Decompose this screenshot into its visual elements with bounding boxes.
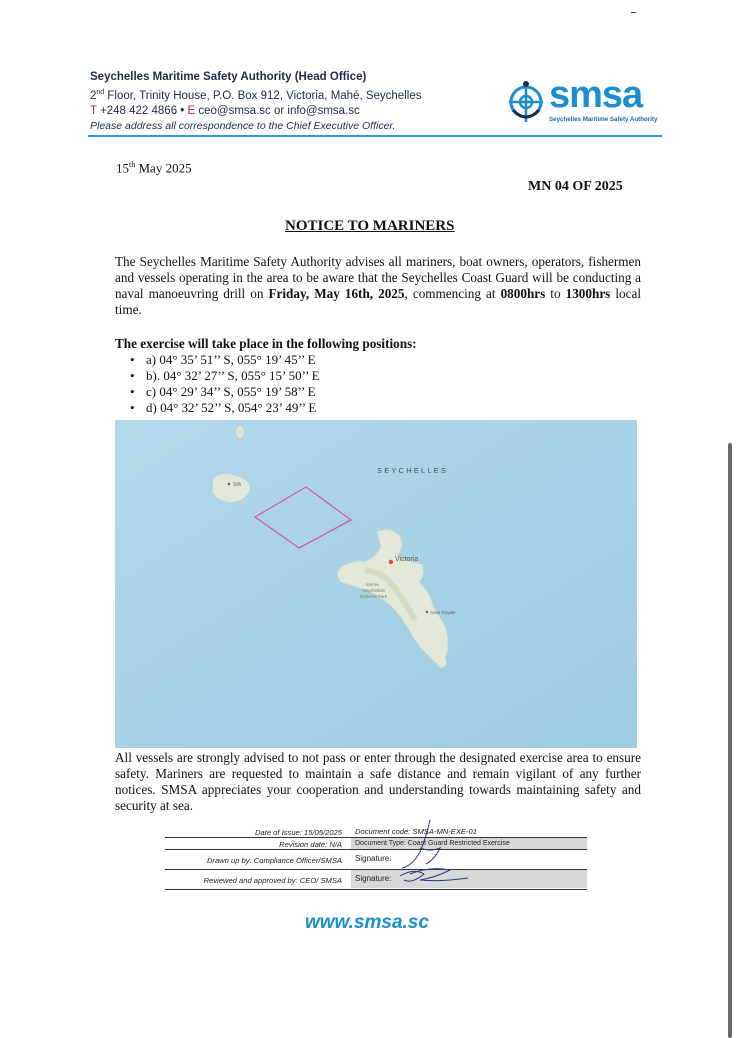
drawn-row xyxy=(165,850,587,870)
document-type-label: Document Type: Coast Guard Restricted Exercise xyxy=(351,838,587,849)
org-name: Seychelles Maritime Safety Authority (Head Office) xyxy=(90,71,367,83)
park-label-1: Morne xyxy=(366,582,379,587)
logo-subtitle: Seychelles Maritime Safety Authority xyxy=(549,116,658,123)
document-control-table xyxy=(165,826,587,890)
island-label: Silh xyxy=(233,482,242,488)
document-code-label: Document code: SMSA-MN-EXE-01 xyxy=(355,827,477,836)
table-rule xyxy=(165,869,587,870)
anchor-ship-wheel-icon xyxy=(505,80,547,124)
end-time: 1300hrs xyxy=(565,286,611,301)
signature-scribble xyxy=(390,818,480,893)
tel-number: +248 422 4866 xyxy=(96,104,178,117)
logo-wordmark: smsa xyxy=(549,74,643,116)
email-label: E xyxy=(187,104,196,117)
drawn-by-label: Drawn up by: Compliance Officer/SMSA xyxy=(206,856,342,865)
address-prefix: 2 xyxy=(90,89,97,102)
table-rule xyxy=(165,849,587,850)
positions-heading: The exercise will take place in the following positions: xyxy=(115,336,417,351)
contact-separator: • xyxy=(177,104,188,117)
victoria-marker xyxy=(389,560,393,564)
position-item: • a) 04° 35’ 51’’ S, 055° 19’ 45’’ E xyxy=(130,352,320,368)
date-sup: th xyxy=(129,160,136,169)
position-item: • d) 04° 32’ 52’’ S, 054° 23’ 49’’ E xyxy=(130,400,320,416)
city-label: Victoria xyxy=(395,556,419,563)
scan-mark xyxy=(631,12,636,13)
signature-label-2: Signature: xyxy=(351,870,587,888)
reviewed-row xyxy=(165,870,587,890)
issue-date-label: Date of Issue: 15/05/2025 xyxy=(255,828,342,837)
notice-reference: MN 04 OF 2025 xyxy=(528,179,623,194)
address-sup: nd xyxy=(96,89,105,96)
scrollbar[interactable] xyxy=(728,443,732,1038)
address-rest: Floor, Trinity House, P.O. Box 912, Victoria, Mahé, Seychelles xyxy=(104,89,422,102)
start-time: 0800hrs xyxy=(500,286,546,301)
intro-text-d: local time. xyxy=(115,286,641,317)
tel-label: T xyxy=(90,104,97,117)
intro-text-a: The Seychelles Maritime Safety Authority advises all mariners, boat owners, operators, fishermen and vessels operating in the area to be aware that the Seychelles Coast Guard will be conducting a naval manoeuvring drill on xyxy=(115,254,641,301)
revision-label: Revision date: N/A xyxy=(279,840,342,849)
date-day: 15 xyxy=(116,160,129,176)
intro-text-c: to xyxy=(545,286,566,301)
park-label-2: Seychellois xyxy=(362,588,385,593)
town-marker xyxy=(426,611,428,613)
positions-list xyxy=(130,352,320,416)
map-canvas xyxy=(115,420,637,748)
drill-date: Friday, May 16th, 2025 xyxy=(268,286,405,301)
website-link[interactable]: www.smsa.sc xyxy=(305,912,429,933)
date-rest: May 2025 xyxy=(135,160,192,176)
park-label-3: National Park xyxy=(360,594,388,599)
country-label: SEYCHELLES xyxy=(377,466,449,475)
intro-text-b: , commencing at xyxy=(404,286,501,301)
signature-label-1: Signature: xyxy=(355,854,392,863)
page-title: NOTICE TO MARINERS xyxy=(285,218,455,234)
correspondence-note: Please address all correspondence to the Chief Executive Officer. xyxy=(90,119,396,132)
reviewed-by-label: Reviewed and approved by: CEO/ SMSA xyxy=(203,876,342,885)
small-town-label: Anse Royale xyxy=(430,610,456,615)
exercise-area-map xyxy=(115,420,637,748)
intro-paragraph xyxy=(115,254,641,318)
email-address: ceo@smsa.sc or info@smsa.sc xyxy=(195,104,360,117)
position-item: • c) 04° 29’ 34’’ S, 055° 19’ 58’’ E xyxy=(130,384,320,400)
table-rule xyxy=(165,837,587,838)
issue-date xyxy=(116,160,192,176)
advisory-paragraph: All vessels are strongly advised to not pass or enter through the designated exercise area to ensure safety. Mariners are requested to maintain a safe distance and remain vigilant of any further notices. SMSA appreciates your cooperation and understanding towards maintaining safety and security at sea. xyxy=(115,750,641,813)
position-item: • b). 04° 32’ 27’’ S, 055° 15’ 50’’ E xyxy=(130,368,320,384)
smsa-logo xyxy=(505,74,665,128)
header-divider xyxy=(88,135,662,137)
islet xyxy=(236,426,244,438)
table-rule xyxy=(165,889,587,890)
island-marker xyxy=(228,483,230,485)
